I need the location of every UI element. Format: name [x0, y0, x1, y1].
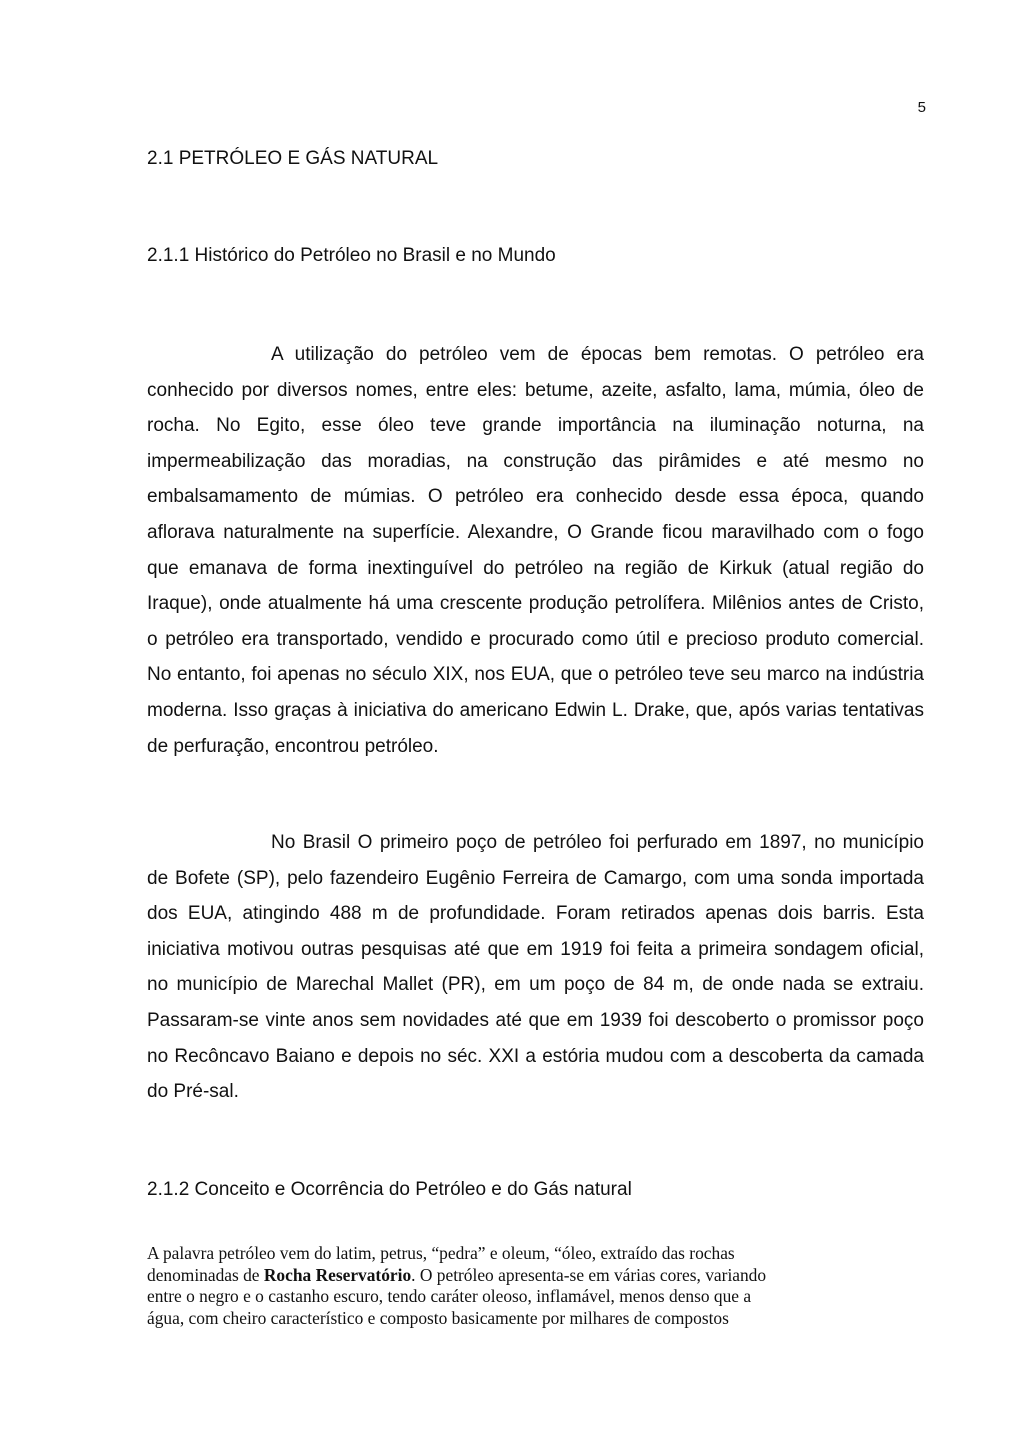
concept-line-4: água, com cheiro característico e composto basicamente por milhares de compostos	[147, 1307, 729, 1328]
concept-line-2-start: denominadas de	[147, 1264, 264, 1285]
section-heading: 2.1 PETRÓLEO E GÁS NATURAL	[147, 148, 439, 169]
concept-line-1: A palavra petróleo vem do latim, petrus, “pedra” e oleum, “óleo, extraído das rochas	[147, 1243, 735, 1263]
paragraph-history-world: A utilização do petróleo vem de épocas bem remotas. O petróleo era conhecido por diversos nomes, entre eles: betume, azeite, asfalto, lama, múmia, óleo de rocha. No Egito, esse óleo teve grande importância na iluminação noturna, na impermeabilização das moradias, na construção das pirâmides e até mesmo no embalsamamento de múmias. O petróleo era conhecido desde essa época, quando aflorava naturalmente na superfície. Alexandre, O Grande ficou maravilhado com o fogo que emanava de forma inextinguível do petróleo na região de Kirkuk (atual região do Iraque), onde atualmente há uma crescente produção petrolífera. Milênios antes de Cristo, o petróleo era transportado, vendido e procurado como útil e precioso produto comercial. No entanto, foi apenas no século XIX, nos EUA, que o petróleo teve seu marco na indústria moderna. Isso graças à iniciativa do americano Edwin L. Drake, que, após varias tentativas de perfuração, encontrou petróleo.	[147, 344, 924, 757]
concept-line-3: entre o negro e o castanho escuro, tendo caráter oleoso, inflamável, menos denso que a	[147, 1286, 752, 1307]
page-number: 5	[917, 99, 926, 116]
concept-line-2-end: . O petróleo apresenta-se em várias cores, variando	[411, 1264, 767, 1285]
subsection-heading-history: 2.1.1 Histórico do Petróleo no Brasil e no Mundo	[147, 245, 556, 266]
concept-line-2	[147, 1265, 867, 1287]
rocha-reservatorio-term: Rocha Reservatório	[263, 1264, 412, 1285]
paragraph-concept	[147, 1243, 867, 1329]
paragraph-history-brazil: No Brasil O primeiro poço de petróleo foi perfurado em 1897, no município de Bofete (SP), pelo fazendeiro Eugênio Ferreira de Camargo, com uma sonda importada dos EUA, atingindo 488 m de profundidade. Foram retirados apenas dois barris. Esta iniciativa motivou outras pesquisas até que em 1919 foi feita a primeira sondagem oficial, no município de Marechal Mallet (PR), em um poço de 84 m, de onde nada se extraiu. Passaram-se vinte anos sem novidades até que em 1939 foi descoberto o promissor poço no Recôncavo Baiano e depois no séc. XXI a estória mudou com a descoberta da camada do Pré-sal.	[147, 832, 924, 1103]
subsection-heading-concept: 2.1.2 Conceito e Ocorrência do Petróleo e do Gás natural	[147, 1179, 632, 1200]
